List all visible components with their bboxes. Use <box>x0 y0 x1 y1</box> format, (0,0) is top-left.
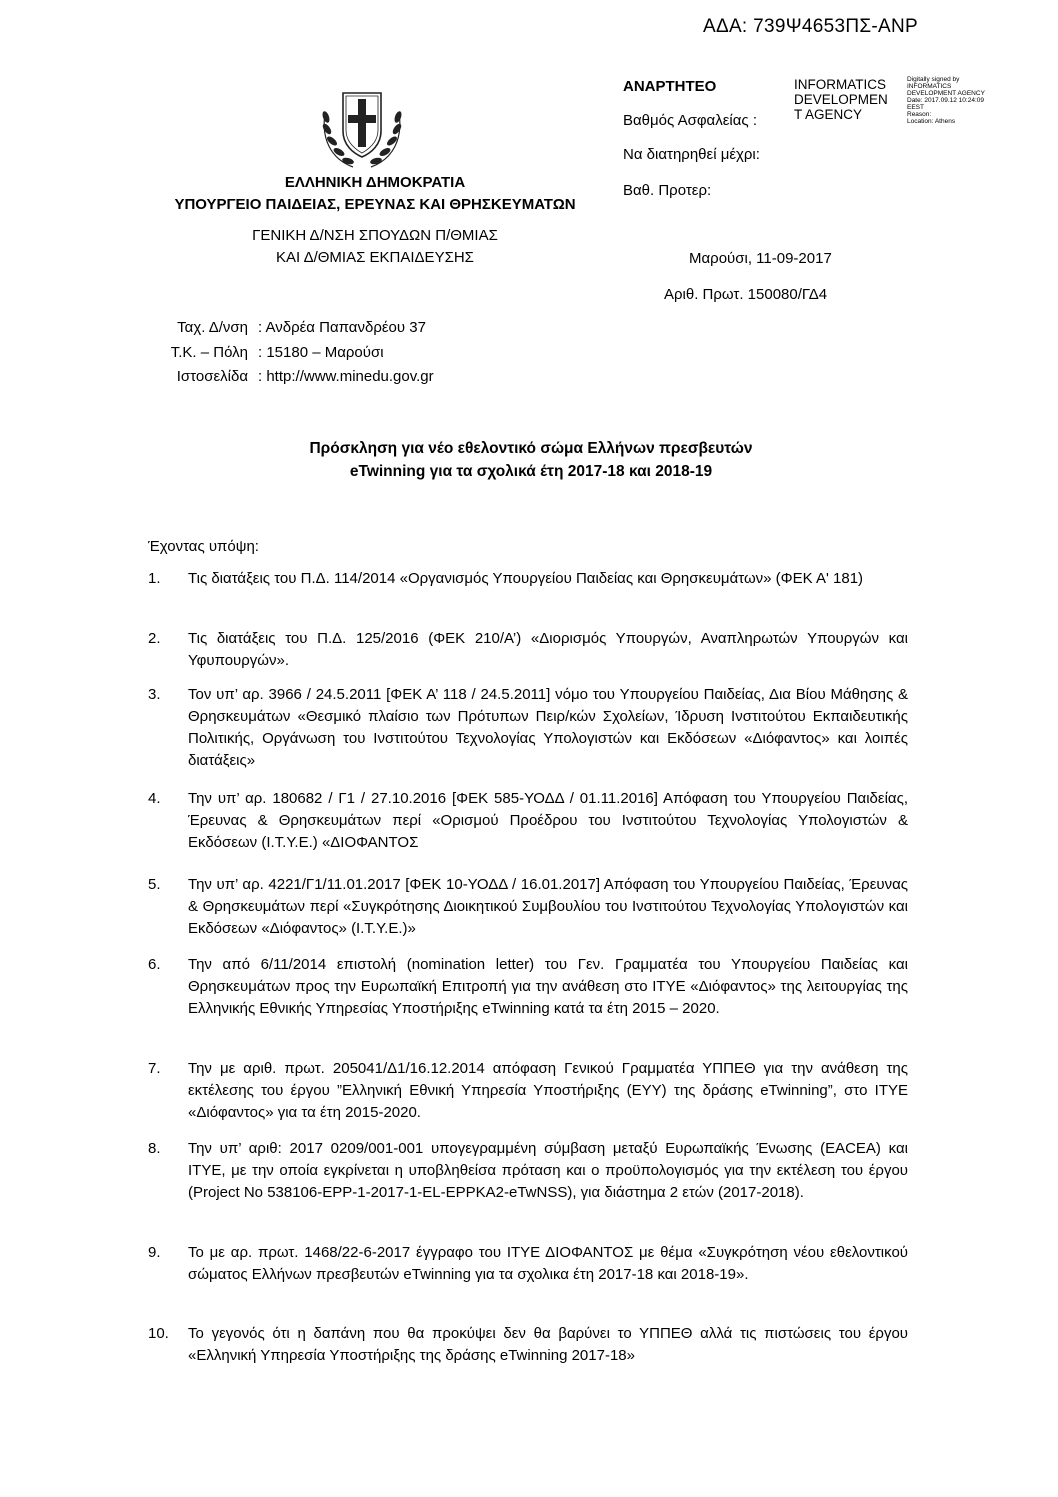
address-value: : 15180 – Μαρούσι <box>258 344 384 361</box>
list-item-number: 10. <box>148 1325 169 1342</box>
signature-detail-line: DEVELOPMENT AGENCY <box>907 90 985 97</box>
header-directorate-line1: ΓΕΝΙΚΗ Δ/ΝΣΗ ΣΠΟΥΔΩΝ Π/ΘΜΙΑΣ <box>252 227 498 244</box>
signature-agency-line: DEVELOPMEN <box>794 92 888 107</box>
signature-detail-line: Location: Athens <box>907 118 956 125</box>
list-item-text: Την υπ’ αριθ: 2017 0209/001-001 υπογεγραμμένη σύμβαση μεταξύ Ευρωπαϊκής Ένωσης (EACEA) και ΙΤΥΕ, με την οποία εγκρίνεται η υποβληθείσα πρόταση και ο προϋπολογισμός για την εκτέλεση του έργου (Project No 538106-EPP-1-2017-1-EL-EPPKA2-eTwNSS), για διάστημα 2 ετών (2017-2018). <box>188 1140 908 1201</box>
digital-signature-details <box>907 76 1047 125</box>
digital-signature-agency <box>794 77 904 122</box>
list-item-number: 4. <box>148 790 161 807</box>
list-item-text: Την υπ’ αρ. 4221/Γ1/11.01.2017 [ΦΕΚ 10-ΥΟΔΔ / 16.01.2017] Απόφαση του Υπουργείου Παιδείας, Έρευνας & Θρησκευμάτων περί «Συγκρότησης Διοικητικού Συμβουλίου του Ινστιτούτου Τεχνολογίας Υπολογιστών και Εκδόσεων «Διόφαντος» (Ι.Τ.Υ.Ε.)» <box>188 876 908 937</box>
header-republic: ΕΛΛΗΝΙΚΗ ΔΗΜΟΚΡΑΤΙΑ <box>284 174 466 191</box>
intro-text: Έχοντας υπόψη: <box>148 538 259 555</box>
list-item-number: 9. <box>148 1244 161 1261</box>
hellenic-republic-emblem <box>313 83 411 175</box>
address-label: Ιστοσελίδα <box>176 368 248 385</box>
priority-label: Βαθ. Προτερ: <box>623 182 712 199</box>
document-title-line2: eTwinning για τα σχολικά έτη 2017-18 και 2018-19 <box>349 463 713 480</box>
list-item-text: Την με αριθ. πρωτ. 205041/Δ1/16.12.2014 απόφαση Γενικού Γραμματέα ΥΠΠΕΘ για την ανάθεση της εκτέλεσης του έργου ”Ελληνική Εθνική Υπηρεσία Υποστήριξης (ΕΥΥ) της δράσης eTwinning”, στο ΙΤΥΕ «Διόφαντος» για τα έτη 2015-2020. <box>188 1060 908 1121</box>
signature-detail-line: INFORMATICS <box>907 83 952 90</box>
document-date: Μαρούσι, 11-09-2017 <box>689 250 832 267</box>
list-item-number: 6. <box>148 956 161 973</box>
signature-agency-line: T AGENCY <box>794 107 863 122</box>
signature-detail-line: Reason: <box>907 111 932 118</box>
address-value: : Ανδρέα Παπανδρέου 37 <box>258 319 426 336</box>
address-value: : http://www.minedu.gov.gr <box>258 368 434 385</box>
considerations-list <box>148 568 908 1368</box>
signature-detail-line: Digitally signed by <box>907 76 960 83</box>
list-item-text: Την υπ’ αρ. 180682 / Γ1 / 27.10.2016 [ΦΕΚ 585-ΥΟΔΔ / 01.11.2016] Απόφαση του Υπουργείου Παιδείας, Έρευνας & Θρησκευμάτων περί «Ορισμού Προέδρου του Ινστιτούτου Τεχνολογίας Υπολογιστών & Εκδόσεων (Ι.Τ.Υ.Ε.) «ΔΙΟΦΑΝΤΟΣ <box>188 790 908 851</box>
list-item-number: 3. <box>148 686 161 703</box>
list-item-text: Τις διατάξεις του Π.Δ. 125/2016 (ΦΕΚ 210/Α’) «Διορισμός Υπουργών, Αναπληρωτών Υπουργών και Υφυπουργών». <box>188 630 908 669</box>
security-level-label: Βαθμός Ασφαλείας : <box>623 112 757 129</box>
address-label: Τ.Κ. – Πόλη <box>170 344 248 361</box>
list-item-text: Την από 6/11/2014 επιστολή (nomination letter) του Γεν. Γραμματέα του Υπουργείου Παιδείας και Θρησκευμάτων προς την Ευρωπαϊκή Επιτροπή για την ανάθεση στο ΙΤΥΕ «Διόφαντος» της λειτουργίας της Ελληνικής Εθνικής Υπηρεσίας Υποστήριξης eTwinning κατά τα έτη 2015 – 2020. <box>188 956 908 1017</box>
signature-detail-line: EEST <box>907 104 924 111</box>
list-item-number: 5. <box>148 876 161 893</box>
list-item-number: 7. <box>148 1060 161 1077</box>
header-ministry: ΥΠΟΥΡΓΕΙΟ ΠΑΙΔΕΙΑΣ, ΕΡΕΥΝΑΣ ΚΑΙ ΘΡΗΣΚΕΥΜΑΤΩΝ <box>174 196 576 213</box>
signature-agency-line: INFORMATICS <box>794 77 886 92</box>
list-item-text: Το με αρ. πρωτ. 1468/22-6-2017 έγγραφο του ΙΤΥΕ ΔΙΟΦΑΝΤΟΣ με θέμα «Συγκρότηση νέου εθελοντικού σώματος Ελλήνων πρεσβευτών eTwinning για τα σχολικα έτη 2017-18 και 2018-19». <box>188 1244 908 1283</box>
address-label: Ταχ. Δ/νση <box>177 319 248 336</box>
ada-code: ΑΔΑ: 739Ψ4653ΠΣ-ΑΝΡ <box>703 16 918 37</box>
retention-label: Να διατηρηθεί μέχρι: <box>623 146 760 163</box>
list-item-number: 1. <box>148 570 161 587</box>
list-item-text: Τις διατάξεις του Π.Δ. 114/2014 «Οργανισμός Υπουργείου Παιδείας και Θρησκευμάτων» (ΦΕΚ Α' 181) <box>188 570 864 587</box>
address-row <box>120 319 426 336</box>
header-directorate-line2: ΚΑΙ Δ/ΘΜΙΑΣ ΕΚΠΑΙΔΕΥΣΗΣ <box>276 249 474 266</box>
list-item-text: Το γεγονός ότι η δαπάνη που θα προκύψει δεν θα βαρύνει το ΥΠΠΕΘ αλλά τις πιστώσεις του έργου «Ελληνική Υπηρεσία Υποστήριξης της δράσης eTwinning 2017-18» <box>188 1325 908 1364</box>
address-row <box>120 344 384 361</box>
anartiteo-label: ΑΝΑΡΤΗΤΕΟ <box>623 78 717 95</box>
list-item-number: 2. <box>148 630 161 647</box>
protocol-number: Αριθ. Πρωτ. 150080/ΓΔ4 <box>664 286 828 303</box>
signature-detail-line: Date: 2017.09.12 10:24:09 <box>907 97 984 104</box>
list-item-number: 8. <box>148 1140 161 1157</box>
list-item-text: Τον υπ’ αρ. 3966 / 24.5.2011 [ΦΕΚ Α’ 118 / 24.5.2011] νόμο του Υπουργείου Παιδείας, Δια Βίου Μάθησης & Θρησκευμάτων «Θεσμικό πλαίσιο των Πρότυπων Πειρ/κών Σχολείων, Ίδρυση Ινστιτούτου Εκπαιδευτικής Πολιτικής, Οργάνωση του Ινστιτούτου Τεχνολογίας Υπολογιστών και Εκδόσεων «Διόφαντος» και λοιπές διατάξεις» <box>188 686 908 769</box>
address-row <box>120 368 434 385</box>
document-title-line1: Πρόσκληση για νέο εθελοντικό σώμα Ελλήνων πρεσβευτών <box>309 440 753 457</box>
